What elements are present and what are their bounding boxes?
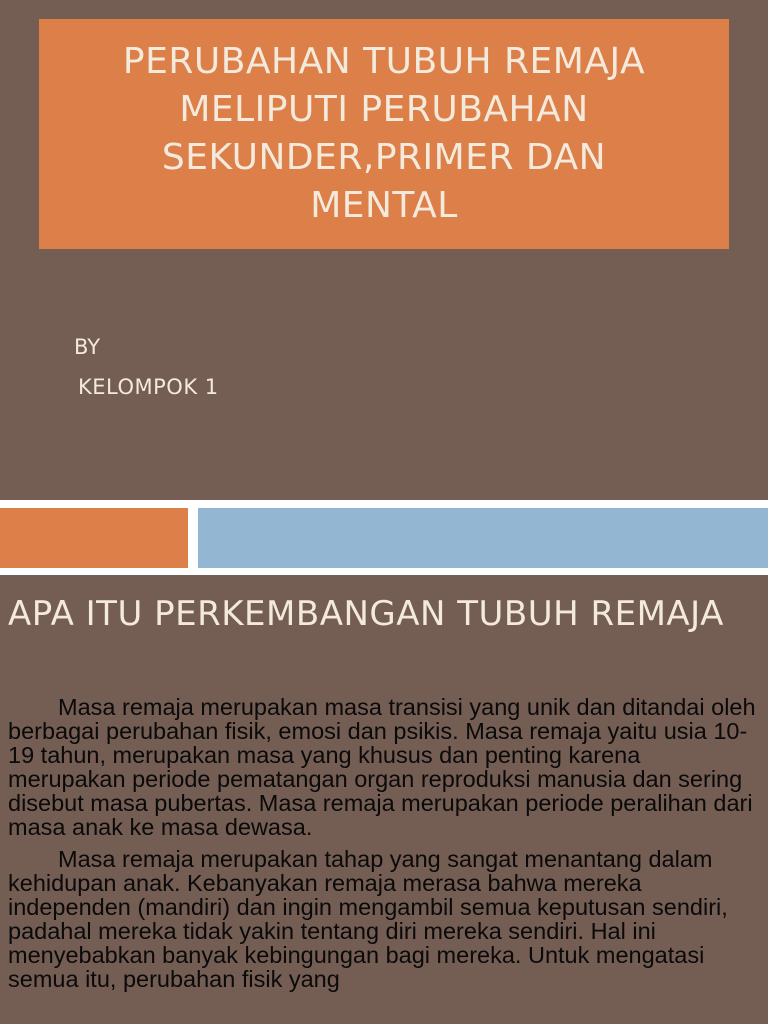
body-text — [8, 695, 763, 999]
paragraph-2: Masa remaja merupakan tahap yang sangat menantang dalam kehidupan anak. Kebanyakan remaja merasa bahwa mereka independen (mandiri) dan ingin mengambil semua keputusan sendiri, padahal mereka tidak yakin tentang diri mereka sendiri. Hal ini menyebabkan banyak kebingungan bagi mereka. Untuk mengatasi semua itu, perubahan fisik yang — [8, 846, 728, 992]
divider-bar-blue — [198, 508, 768, 568]
divider-bar-orange — [0, 508, 188, 568]
content-slide — [0, 575, 768, 1024]
slide-title: PERUBAHAN TUBUH REMAJA MELIPUTI PERUBAHAN SEKUNDER,PRIMER DAN MENTAL — [122, 41, 646, 226]
group-label: KELOMPOK 1 — [78, 375, 219, 399]
title-slide — [0, 0, 768, 500]
section-heading: APA ITU PERKEMBANGAN TUBUH REMAJA — [8, 594, 724, 634]
title-box — [39, 19, 729, 249]
paragraph-1: Masa remaja merupakan masa transisi yang unik dan ditandai oleh berbagai perubahan fisik, emosi dan psikis. Masa remaja yaitu usia 10-19 tahun, merupakan masa yang khusus dan penting karena merupakan periode pematangan organ reproduksi manusia dan sering disebut masa pubertas. Masa remaja merupakan periode peralihan dari masa anak ke masa dewasa. — [8, 694, 756, 840]
by-label: BY — [74, 335, 101, 359]
